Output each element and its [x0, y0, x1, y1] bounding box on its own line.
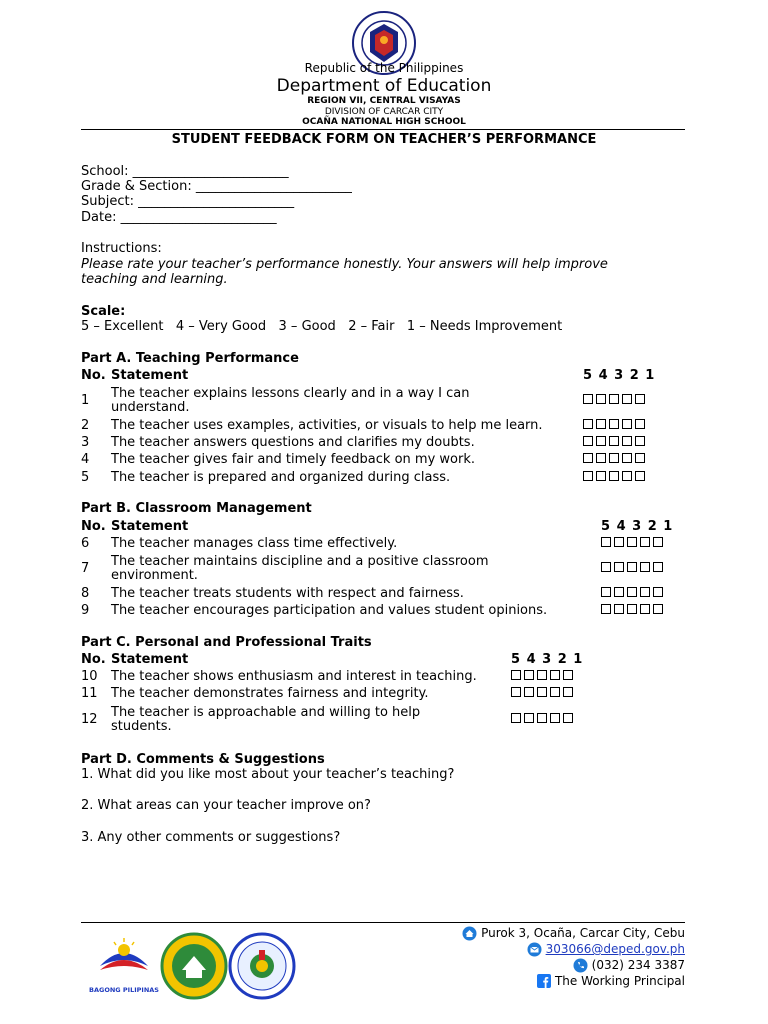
footer-divider [81, 922, 685, 923]
rating-checkboxes[interactable] [601, 602, 683, 619]
col-statement: Statement [111, 651, 189, 667]
table-row: 3 The teacher answers questions and clarifies my doubts. [81, 434, 665, 451]
table-row: 4 The teacher gives fair and timely feedback on my work. [81, 451, 665, 469]
bagong-pilipinas-logo [88, 932, 160, 998]
table-row: 5 The teacher is prepared and organized during class. [81, 469, 665, 487]
col-no: No. [81, 651, 106, 667]
table-row: 6 The teacher manages class time effectively. [81, 535, 683, 552]
rating-checkboxes[interactable] [583, 384, 665, 417]
col-no: No. [81, 518, 106, 534]
footer-email-link[interactable]: 303066@deped.gov.ph [545, 942, 685, 956]
form-title: STUDENT FEEDBACK FORM ON TEACHER’S PERFORMANCE [171, 132, 597, 147]
footer-contact [462, 925, 685, 989]
grade-section-field[interactable]: Grade & Section: ________________________ [81, 179, 352, 194]
table-row: 1 The teacher explains lessons clearly and in a way I can understand. [81, 384, 665, 417]
footer-phone: (032) 234 3387 [591, 958, 685, 972]
question-3: 3. Any other comments or suggestions? [81, 830, 341, 845]
rating-checkboxes[interactable] [601, 585, 683, 602]
col-scale: 5 4 3 2 1 [601, 518, 674, 534]
school-field[interactable]: School: ________________________ [81, 164, 289, 179]
school-seal-icon [160, 932, 228, 1000]
part-c-title: Part C. Personal and Professional Traits [81, 635, 372, 650]
col-no: No. [81, 367, 106, 383]
school-name-line: OCAÑA NATIONAL HIGH SCHOOL [302, 117, 466, 127]
footer-address: Purok 3, Ocaña, Carcar City, Cebu [481, 926, 685, 940]
scale-label: Scale: [81, 304, 126, 319]
instructions-label: Instructions: [81, 241, 162, 256]
ocana-nhs-seal-icon [228, 932, 296, 1000]
header-divider [81, 129, 685, 130]
table-row: 8 The teacher treats students with respect and fairness. [81, 585, 683, 602]
division-line: DIVISION OF CARCAR CITY [324, 107, 444, 117]
table-row: 10 The teacher shows enthusiasm and interest in teaching. [81, 668, 593, 685]
region-line: REGION VII, CENTRAL VISAYAS [307, 96, 461, 106]
question-1: 1. What did you like most about your teacher’s teaching? [81, 767, 455, 782]
col-statement: Statement [111, 367, 189, 383]
part-b-table [81, 518, 683, 619]
rating-checkboxes[interactable] [511, 703, 593, 736]
instructions-text-2: teaching and learning. [81, 272, 228, 287]
email-icon [527, 942, 542, 957]
rating-checkboxes[interactable] [583, 417, 665, 434]
home-icon [462, 926, 477, 941]
bagong-pilipinas-label: BAGONG PILIPINAS [89, 986, 159, 994]
table-row: 2 The teacher uses examples, activities, or visuals to help me learn. [81, 417, 665, 434]
rating-checkboxes[interactable] [601, 552, 683, 585]
rating-checkboxes[interactable] [511, 685, 593, 703]
phone-icon [573, 958, 588, 973]
rating-checkboxes[interactable] [511, 668, 593, 685]
rating-checkboxes[interactable] [583, 451, 665, 469]
col-scale: 5 4 3 2 1 [583, 367, 656, 383]
footer-facebook[interactable]: The Working Principal [554, 974, 685, 988]
table-row: 7 The teacher maintains discipline and a positive classroom environment. [81, 552, 683, 585]
department-name: Department of Education [276, 76, 492, 96]
part-a-title: Part A. Teaching Performance [81, 351, 299, 366]
scale-text: 5 – Excellent 4 – Very Good 3 – Good 2 – Fair 1 – Needs Improvement [81, 319, 563, 334]
rating-checkboxes[interactable] [583, 434, 665, 451]
part-d-title: Part D. Comments & Suggestions [81, 752, 325, 767]
col-scale: 5 4 3 2 1 [511, 651, 584, 667]
rating-checkboxes[interactable] [601, 535, 683, 552]
col-statement: Statement [111, 518, 189, 534]
table-row: 9 The teacher encourages participation and values student opinions. [81, 602, 683, 619]
part-b-title: Part B. Classroom Management [81, 501, 312, 516]
question-2: 2. What areas can your teacher improve on? [81, 798, 371, 813]
part-c-table [81, 651, 593, 736]
table-row: 11 The teacher demonstrates fairness and integrity. [81, 685, 593, 703]
date-field[interactable]: Date: ________________________ [81, 210, 277, 225]
facebook-icon [537, 974, 551, 988]
part-a-table [81, 367, 665, 487]
republic-line: Republic of the Philippines [304, 61, 464, 75]
table-row: 12 The teacher is approachable and willing to help students. [81, 703, 593, 736]
rating-checkboxes[interactable] [583, 469, 665, 487]
instructions-text-1: Please rate your teacher’s performance honestly. Your answers will help improve [81, 257, 608, 272]
subject-field[interactable]: Subject: ________________________ [81, 194, 295, 209]
